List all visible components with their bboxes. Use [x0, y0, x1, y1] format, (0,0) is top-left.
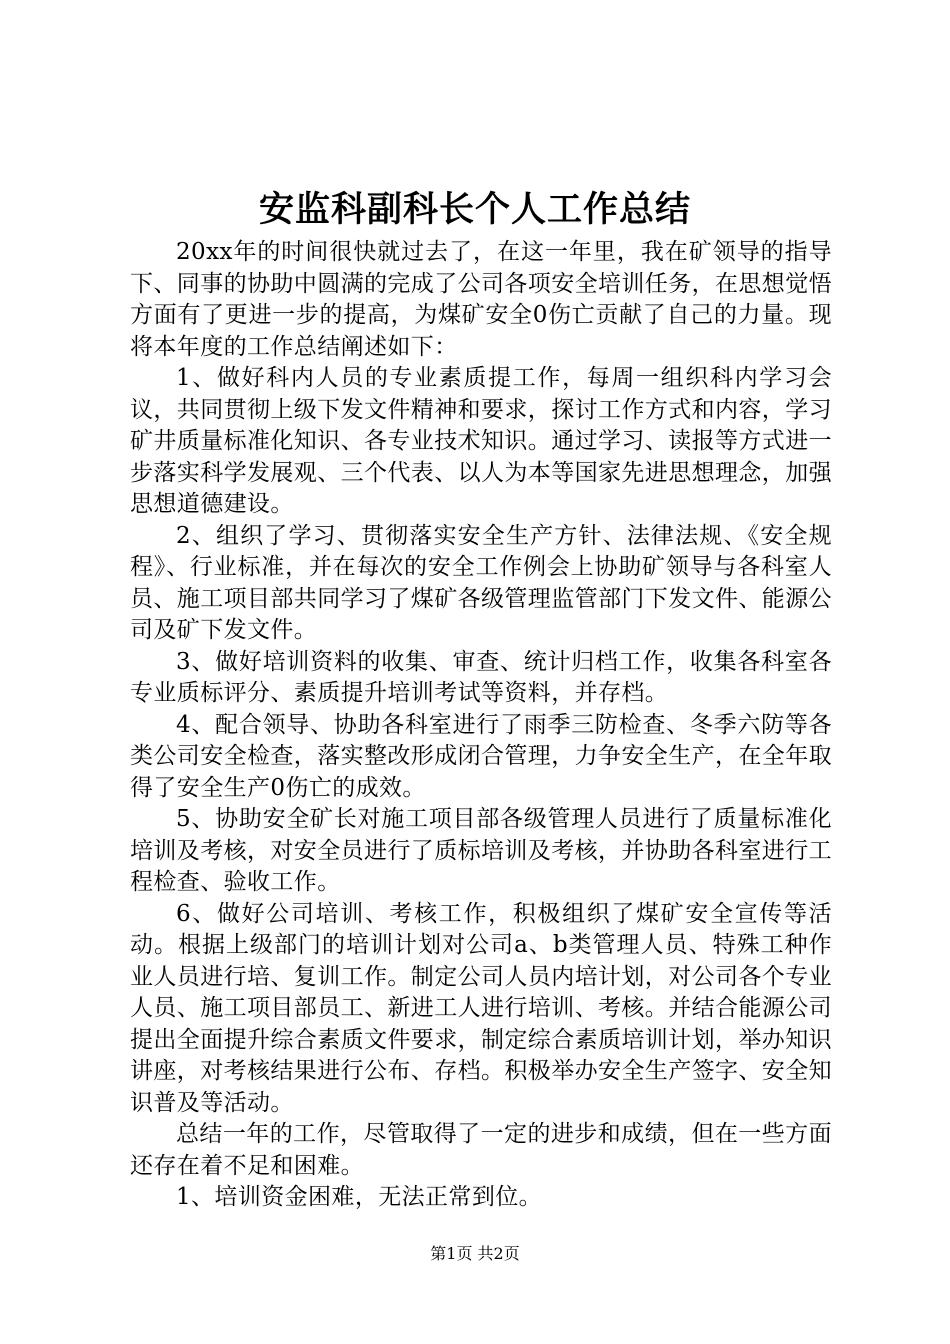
paragraph-item-1: 1、做好科内人员的专业素质提工作，每周一组织科内学习会议，共同贯彻上级下发文件精神和要求，探讨工作方式和内容，学习矿井质量标准化知识、各专业技术知识。通过学习、读报等方式进一步落实科学发展观、三个代表、以人为本等国家先进思想理念，加强思想道德建设。 [130, 365, 832, 517]
paragraph-item-6: 6、做好公司培训、考核工作，积极组织了煤矿安全宣传等活动。根据上级部门的培训计划对公司a、b类管理人员、特殊工种作业人员进行培、复训工作。制定公司人员内培计划，对公司各个专业人员、施工项目部员工、新进工人进行培训、考核。并结合能源公司提出全面提升综合素质文件要求，制定综合素质培训计划，举办知识讲座，对考核结果进行公布、存档。积极举办安全生产签字、安全知识普及等活动。 [130, 900, 832, 1116]
paragraph-item-4: 4、配合领导、协助各科室进行了雨季三防检查、冬季六防等各类公司安全检查，落实整改形成闭合管理，力争安全生产，在全年取得了安全生产0伤亡的成效。 [130, 711, 832, 801]
paragraph-intro: 20xx年的时间很快就过去了，在这一年里，我在矿领导的指导下、同事的协助中圆满的完成了公司各项安全培训任务，在思想觉悟方面有了更进一步的提高，为煤矿安全0伤亡贡献了自己的力量。现将本年度的工作总结阐述如下： [130, 239, 832, 360]
document-title: 安监科副科长个人工作总结 [258, 189, 691, 230]
document-body [130, 237, 832, 1214]
page-footer: 第1页 共2页 [430, 1244, 520, 1263]
paragraph-item-3: 3、做好培训资料的收集、审查、统计归档工作，收集各科室各专业质标评分、素质提升培训考试等资料，并存档。 [130, 648, 832, 706]
paragraph-issue-1: 1、培训资金困难，无法正常到位。 [176, 1184, 543, 1210]
paragraph-item-5: 5、协助安全矿长对施工项目部各级管理人员进行了质量标准化培训及考核，对安全员进行了质标培训及考核，并协助各科室进行工程检查、验收工作。 [130, 806, 832, 895]
paragraph-item-2: 2、组织了学习、贯彻落实安全生产方针、法律法规、《安全规程》、行业标准，并在每次的安全工作例会上协助矿领导与各科室人员、施工项目部共同学习了煤矿各级管理监管部门下发文件、能源公司及矿下发文件。 [130, 522, 832, 643]
paragraph-summary: 总结一年的工作，尽管取得了一定的进步和成绩，但在一些方面还存在着不足和困难。 [130, 1121, 832, 1179]
